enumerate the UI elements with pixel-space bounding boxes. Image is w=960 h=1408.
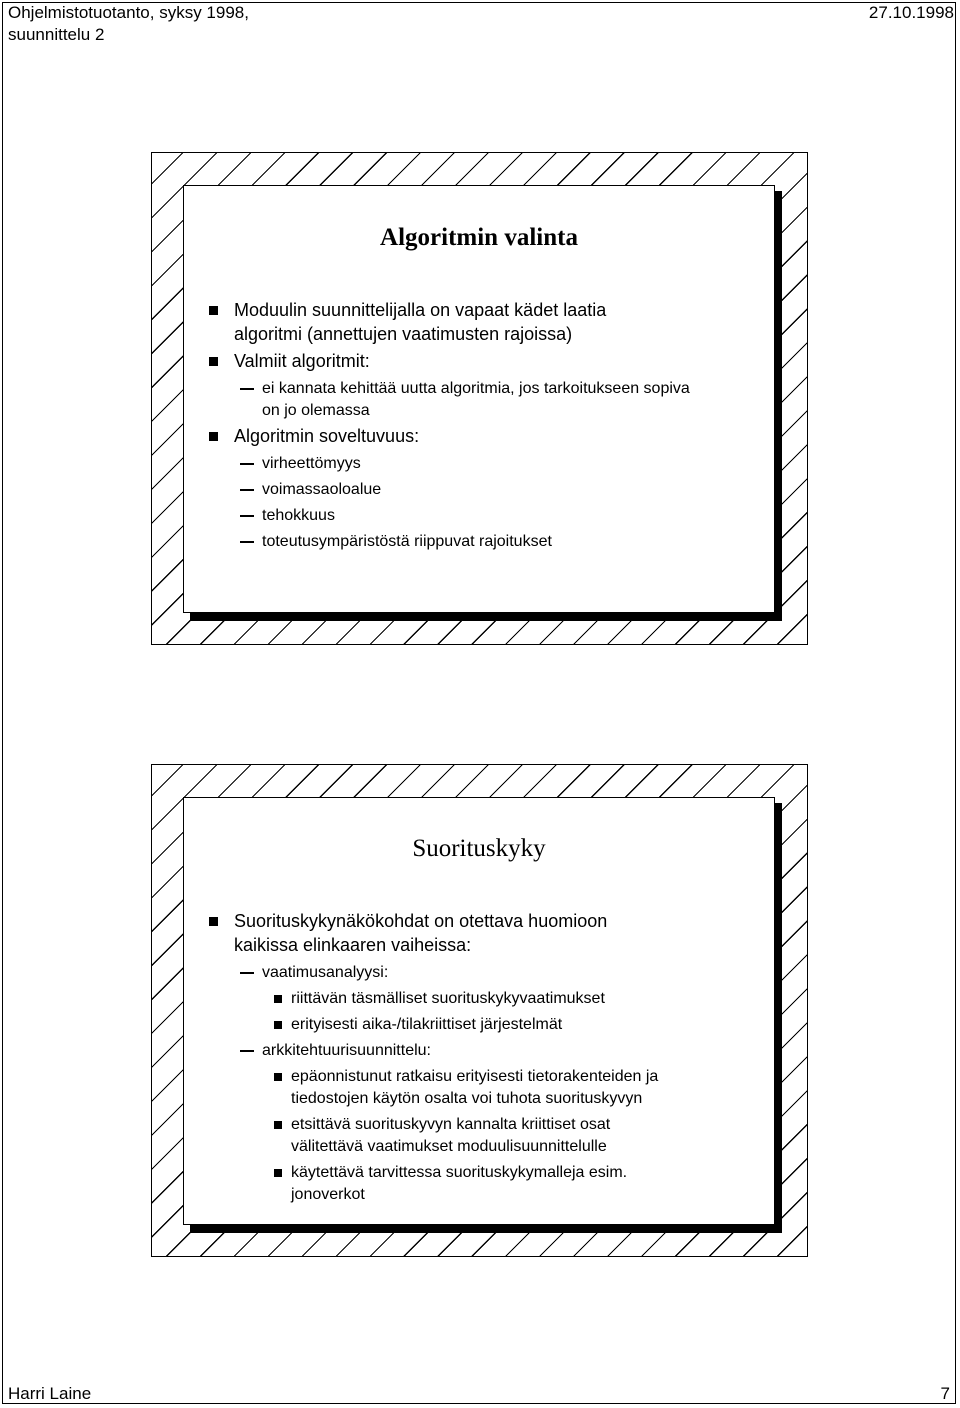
slide-item-text: tiedostojen käytön osalta voi tuhota suorituskyvyn: [291, 1090, 643, 1107]
dash-bullet-icon: [240, 541, 254, 543]
square-bullet-icon: [209, 357, 218, 366]
footer-author: Harri Laine: [8, 1384, 92, 1403]
slide-item-text: vaatimusanalyysi:: [262, 964, 389, 981]
square-bullet-icon: [274, 1121, 282, 1129]
square-bullet-icon: [274, 995, 282, 1003]
square-bullet-icon: [274, 1021, 282, 1029]
slide-item-text: jonoverkot: [291, 1186, 365, 1203]
square-bullet-icon: [274, 1169, 282, 1177]
dash-bullet-icon: [240, 1050, 254, 1052]
slide-item-text: Moduulin suunnittelijalla on vapaat kädet laatia: [234, 300, 607, 320]
slide-2: [183, 797, 775, 1225]
slide-item-text: voimassaoloalue: [262, 481, 382, 498]
slide-item-text: Suorituskykynäkökohdat on otettava huomioon: [234, 911, 608, 931]
slide-item-text: arkkitehtuurisuunnittelu:: [262, 1042, 431, 1059]
slide-item-text: kaikissa elinkaaren vaiheissa:: [234, 935, 472, 955]
slide-item-text: epäonnistunut ratkaisu erityisesti tietorakenteiden ja: [291, 1068, 659, 1085]
header-left: [8, 2, 249, 46]
slide-item-text: Valmiit algoritmit:: [234, 351, 370, 371]
slide-item-text: käytettävä tarvittessa suorituskykymalleja esim.: [291, 1164, 628, 1181]
square-bullet-icon: [209, 432, 218, 441]
dash-bullet-icon: [240, 972, 254, 974]
footer-page-number: 7: [940, 1384, 950, 1403]
slide-item-text: toteutusympäristöstä riippuvat rajoitukset: [262, 533, 552, 550]
slide-item-text: Algoritmin soveltuvuus:: [234, 426, 420, 446]
square-bullet-icon: [274, 1073, 282, 1081]
slide-1: [183, 185, 775, 613]
slide-item-text: etsittävä suorituskyvyn kannalta kriittiset osat: [291, 1116, 611, 1133]
dash-bullet-icon: [240, 388, 254, 390]
dash-bullet-icon: [240, 463, 254, 465]
header-date: 27.10.1998: [868, 3, 954, 22]
slide-item-text: välitettävä vaatimukset moduulisuunnittelulle: [291, 1138, 607, 1155]
slide-item-text: ei kannata kehittää uutta algoritmia, jos tarkoitukseen sopiva: [262, 380, 690, 397]
slide-item-text: tehokkuus: [262, 507, 335, 524]
square-bullet-icon: [209, 917, 218, 926]
slide-2-title: Suorituskyky: [412, 835, 546, 862]
square-bullet-icon: [209, 306, 218, 315]
dash-bullet-icon: [240, 489, 254, 491]
slide-item-text: riittävän täsmälliset suorituskykyvaatimukset: [291, 990, 605, 1007]
slide-item-text: on jo olemassa: [262, 402, 370, 419]
slide-1-title: Algoritmin valinta: [380, 224, 578, 251]
slide-item-text: virheettömyys: [262, 455, 361, 472]
slide-item-text: algoritmi (annettujen vaatimusten rajoissa): [234, 324, 573, 344]
slide-item-text: erityisesti aika-/tilakriittiset järjestelmät: [291, 1016, 563, 1033]
course-subtitle: suunnittelu 2: [8, 25, 105, 44]
course-title: Ohjelmistotuotanto, syksy 1998,: [8, 3, 249, 22]
dash-bullet-icon: [240, 515, 254, 517]
